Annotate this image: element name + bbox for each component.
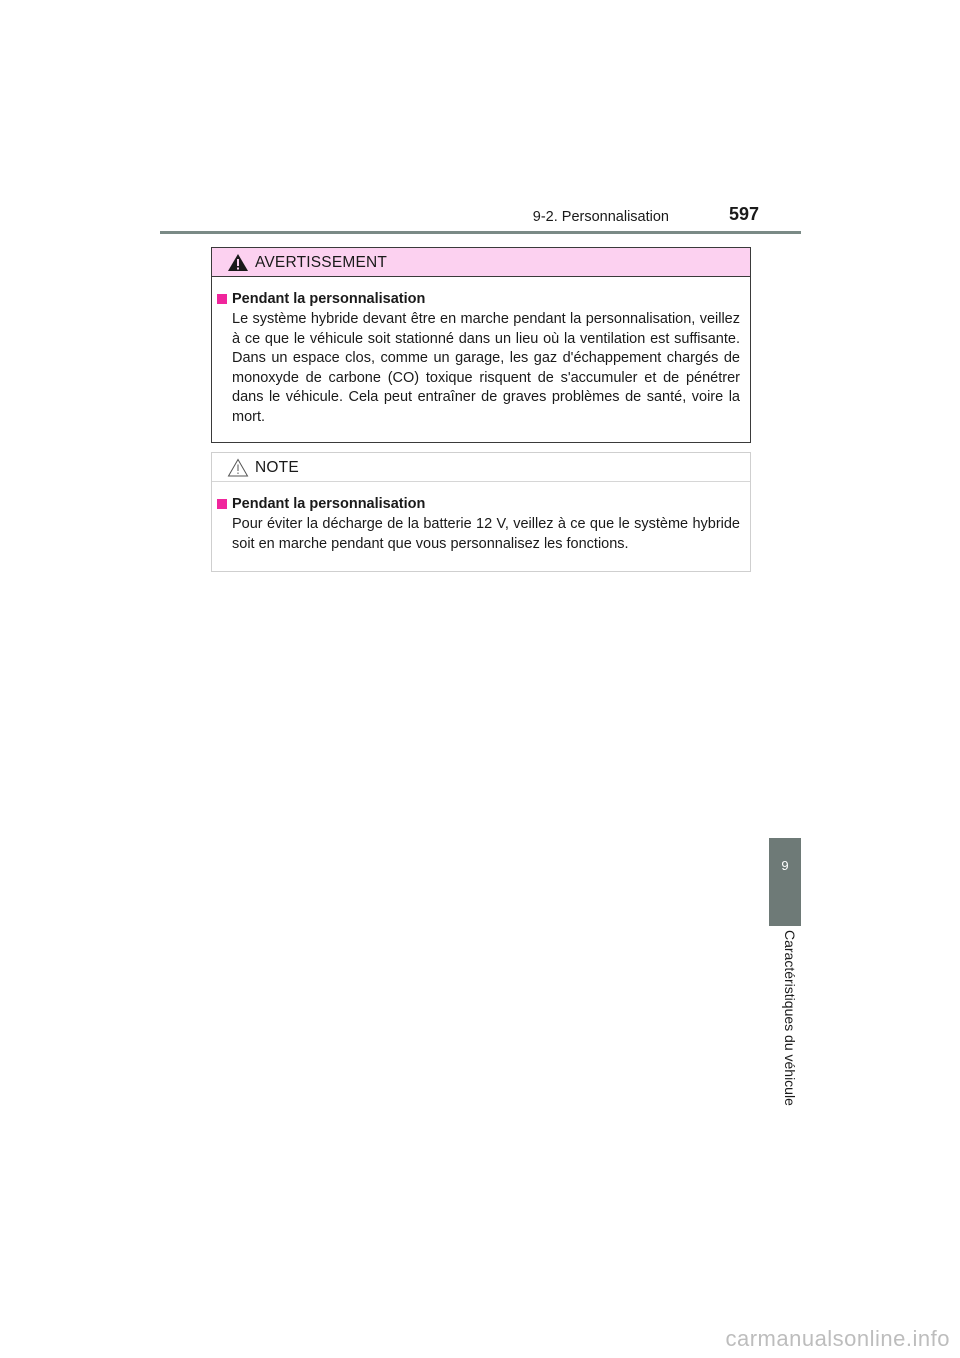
page-number: 597 [728,204,759,224]
warning-label: AVERTISSEMENT [255,254,388,271]
note-item-title-text: Pendant la personnalisation [232,496,426,512]
header-rule [160,231,801,234]
note-item-title [217,494,740,514]
note-label: NOTE [255,459,299,476]
note-box [211,452,751,572]
note-box-header [212,453,750,482]
chapter-tab [769,838,801,926]
warning-triangle-outline-icon [227,458,249,477]
warning-item-title-text: Pendant la personnalisation [232,291,426,307]
warning-item-title [217,289,740,309]
note-box-body [212,482,750,554]
warning-box-body [212,277,750,427]
bullet-square-icon [217,499,227,509]
section-title: 9-2. Personnalisation [532,209,669,225]
note-item-text: Pour éviter la décharge de la batterie 12 V, veillez à ce que le système hybride soit en marche pendant que vous personnalisez les fonctions. [232,516,740,552]
watermark: carmanualsonline.info [725,1326,950,1351]
page-header [160,200,801,236]
warning-box-header [212,248,750,277]
chapter-side-label: Caractéristiques du véhicule [782,930,798,1106]
warning-item-text: Le système hybride devant être en marche pendant la personnalisation, veillez à ce que le véhicule soit stationné dans un lieu où la ventilation est suffisante. Dans un espace clos, comme un garage, les gaz d'échappement chargés de monoxyde de carbone (CO) toxique risquent de s'accumuler et de pénétrer dans le véhicule. Cela peut entraîner de graves problèmes de santé, voire la mort. [232,311,740,425]
bullet-square-icon [217,294,227,304]
warning-triangle-filled-icon [227,253,249,272]
warning-box [211,247,751,443]
chapter-number: 9 [781,858,789,873]
